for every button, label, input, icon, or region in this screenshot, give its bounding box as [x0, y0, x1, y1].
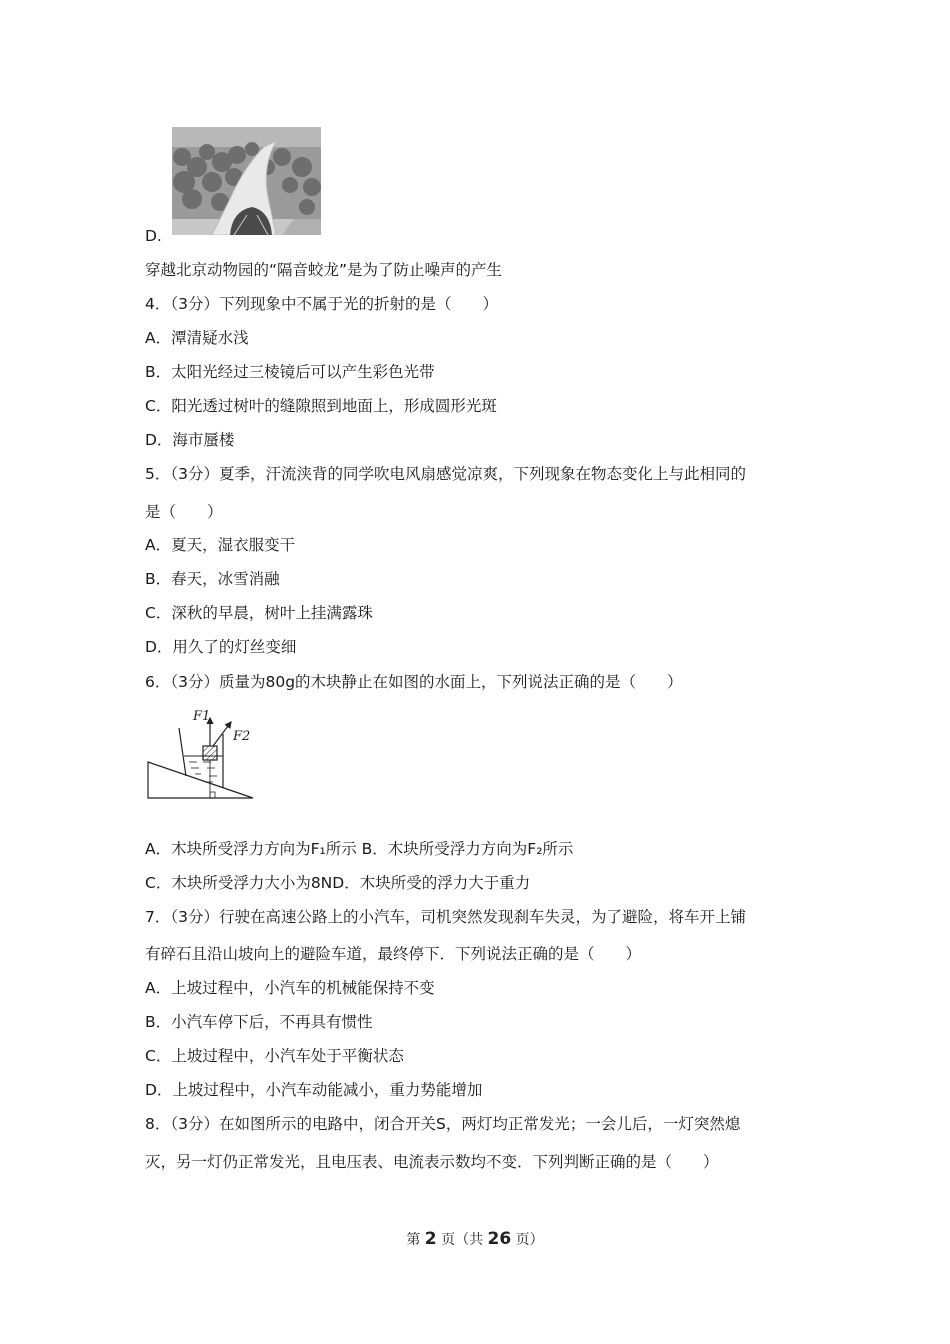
- q7-stem-line2: 有碎石且沿山坡向上的避险车道，最终停下．下列说法正确的是（ ）: [145, 945, 642, 963]
- q7-option-d: D．上坡过程中，小汽车动能减小，重力势能增加: [145, 1081, 483, 1099]
- footer-page-number: 2: [424, 1229, 437, 1249]
- q3-option-d-label: D.: [145, 227, 162, 245]
- q3-option-d-text: 穿越北京动物园的“隔音蛟龙”是为了防止噪声的产生: [145, 261, 503, 279]
- q6-options-ab: A．木块所受浮力方向为F₁所示 B．木块所受浮力方向为F₂所示: [145, 840, 574, 858]
- footer-middle: 页（共: [441, 1232, 484, 1248]
- q4-option-b: B．太阳光经过三棱镜后可以产生彩色光带: [145, 363, 435, 381]
- q4-option-a: A．潭清疑水浅: [145, 329, 249, 347]
- q5-option-c: C．深秋的早晨，树叶上挂满露珠: [145, 604, 373, 622]
- q7-option-a: A．上坡过程中，小汽车的机械能保持不变: [145, 979, 435, 997]
- q6-options-cd: C．木块所受浮力大小为8ND．木块所受的浮力大于重力: [145, 874, 531, 892]
- q6-stem: 6．（3分）质量为80g的木块静止在如图的水面上，下列说法正确的是（ ）: [145, 673, 683, 691]
- q5-stem-line2: 是（ ）: [145, 503, 223, 521]
- f1-label: F1: [193, 709, 211, 724]
- q7-stem-line1: 7．（3分）行驶在高速公路上的小汽车，司机突然发现刹车失灵，为了避险，将车开上铺: [145, 908, 746, 926]
- footer-prefix: 第: [406, 1232, 421, 1248]
- q5-stem-line1: 5．（3分）夏季，汗流浃背的同学吹电风扇感觉凉爽，下列现象在物态变化上与此相同的: [145, 465, 746, 483]
- q8-stem-line1: 8．（3分）在如图所示的电路中，闭合开关S，两灯均正常发光；一会儿后，一灯突然熄: [145, 1115, 741, 1133]
- q4-option-c: C．阳光透过树叶的缝隙照到地面上，形成圆形光斑: [145, 397, 497, 415]
- noise-barrier-photo: [172, 127, 321, 235]
- q4-stem: 4．（3分）下列现象中不属于光的折射的是（ ）: [145, 295, 498, 313]
- q5-option-b: B．春天，冰雪消融: [145, 570, 280, 588]
- q8-stem-line2: 灭，另一灯仍正常发光，且电压表、电流表示数均不变．下列判断正确的是（ ）: [145, 1153, 719, 1171]
- footer-suffix: 页）: [515, 1232, 544, 1248]
- q5-option-a: A．夏天，湿衣服变干: [145, 536, 296, 554]
- buoyancy-figure: [143, 704, 258, 804]
- q5-option-d: D．用久了的灯丝变细: [145, 638, 297, 656]
- q4-option-d: D．海市蜃楼: [145, 431, 235, 449]
- page-footer: [0, 1229, 950, 1249]
- q7-option-c: C．上坡过程中，小汽车处于平衡状态: [145, 1047, 404, 1065]
- q7-option-b: B．小汽车停下后，不再具有惯性: [145, 1013, 373, 1031]
- f2-label: F2: [233, 729, 251, 744]
- footer-total-pages: 26: [487, 1229, 512, 1249]
